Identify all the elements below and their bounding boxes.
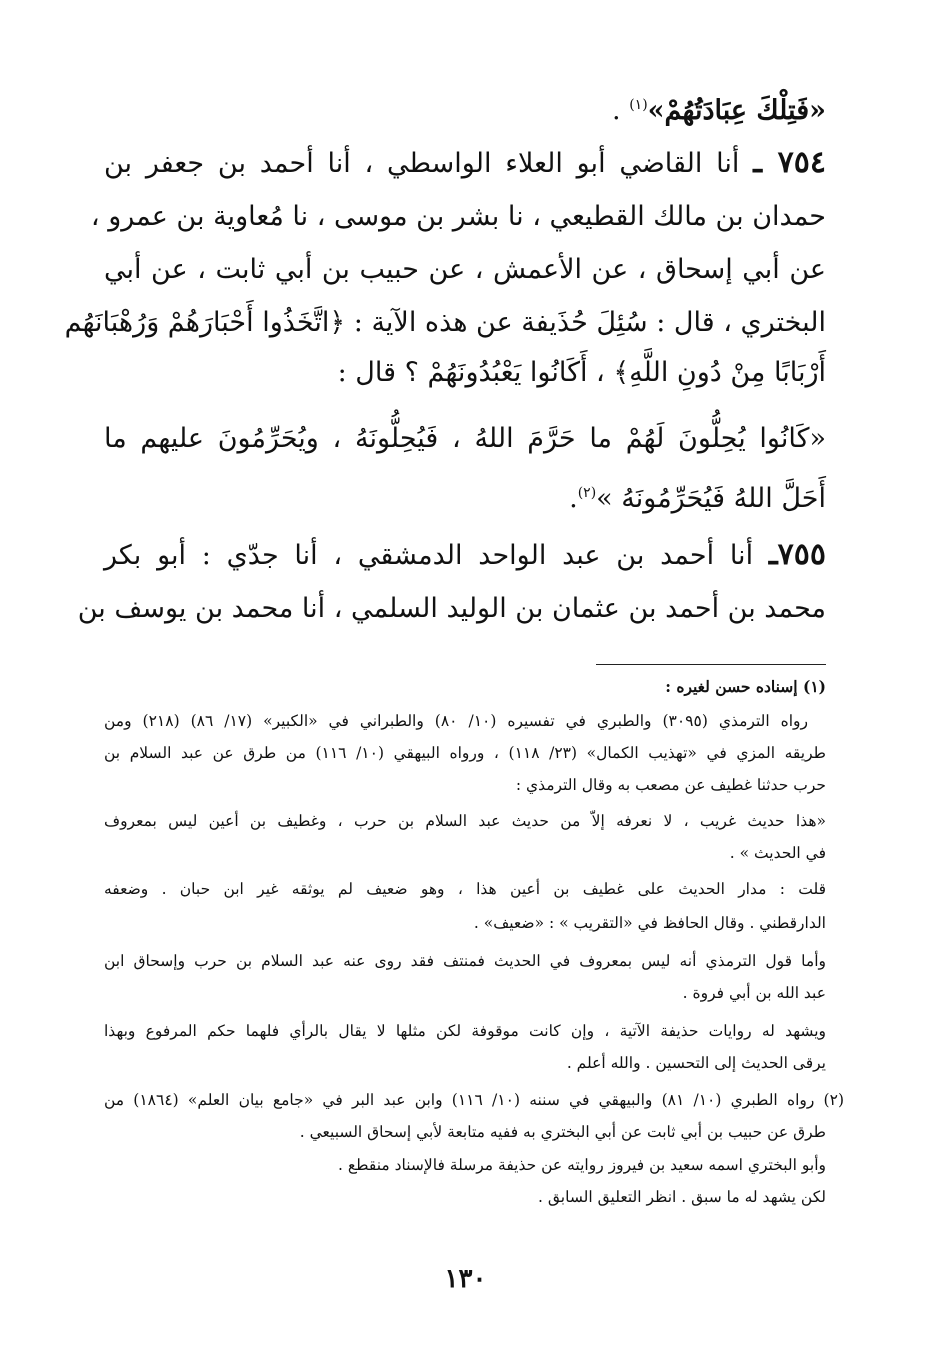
footnote-heading: (١) إسناده حسن لغيره :: [665, 677, 826, 696]
footnote-line: عبد الله بن أبي فروة .: [682, 984, 826, 1002]
hadith-text: أَحَلَّ اللهُ فَيُحَرِّمُونَهُ »: [596, 483, 826, 514]
footnote-line: حرب حدثنا غطيف عن مصعب به وقال الترمذي :: [515, 776, 826, 794]
text-line: البختري ، قال : سُئِلَ حُذَيفة عن هذه الآية : ﴿اتَّخَذُوا أَحْبَارَهُمْ وَرُهْبَانَهُم: [64, 307, 826, 338]
quote-text: «فَتِلْكَ عِبَادَتُهُمْ»: [647, 95, 826, 126]
text-line: «كَانُوا يُحِلُّونَ لَهُمْ ما حَرَّمَ اللهُ ، فَيُحِلُّونَهُ ، ويُحَرِّمُونَ عليهم ما: [104, 423, 826, 454]
footnote-line: يرقى الحديث إلى التحسين . والله أعلم .: [566, 1054, 826, 1072]
footnote-line: في الحديث » .: [729, 844, 826, 862]
footnote-line: وأبو البختري اسمه سعيد بن فيروز روايته عن حذيفة مرسلة فالإسناد منقطع .: [338, 1156, 826, 1174]
footnote-line: رواه الترمذي (٣٠٩٥) والطبري في تفسيره (١٠/ ٨٠) والطبراني في «الكبير» (١٧/ ٨٦) (٢١٨) ومن: [104, 712, 809, 730]
footnote-line: الدارقطني . وقال الحافظ في «التقريب » : «ضعيف» .: [473, 914, 826, 932]
text-line: [104, 476, 826, 516]
footnote-line: ويشهد له روايات حذيفة الآتية ، وإن كانت موقوفة لكن مثلها لا يقال بالرأي فلهما حكم المرفوع وبهذا: [104, 1022, 826, 1040]
hadith-text: أنا أحمد بن عبد الواحد الدمشقي ، أنا جدّي : أبو بكر: [104, 540, 754, 571]
footnote-line: طرق عن حبيب بن أبي ثابت عن أبي البختري به ففيه متابعة لأبي إسحاق السبيعي .: [299, 1123, 826, 1141]
punctuation: .: [569, 483, 578, 514]
text-line: [104, 88, 826, 128]
hadith-number-755: ٧٥٥ـ: [768, 537, 826, 572]
text-line: [104, 538, 826, 573]
footnote-line: طريقه المزي في «تهذيب الكمال» (٢٣/ ١١٨) ، ورواه البيهقي (١٠/ ١١٦) من طرق عن عبد السلام بن: [104, 744, 826, 762]
text-line: حمدان بن مالك القطيعي ، نا بشر بن موسى ، نا مُعاوية بن عمرو ،: [90, 201, 826, 232]
text-line: أَرْبَابًا مِنْ دُونِ اللَّهِ﴾ ، أَكَانُوا يَعْبُدُونَهُمْ ؟ قال :: [337, 357, 826, 388]
footnote-line: قلت : مدار الحديث على غطيف بن أعين هذا ، وهو ضعيف لم يوثقه غير ابن حبان . وضعفه: [104, 880, 826, 898]
hadith-text: أنا القاضي أبو العلاء الواسطي ، أنا أحمد بن جعفر بن: [104, 148, 740, 179]
footnote-line: (٢) رواه الطبري (١٠/ ٨١) والبيهقي في سننه (١٠/ ١١٦) وابن عبد البر في «جامع بيان العلم» (١٨٦٤) من: [104, 1091, 844, 1109]
footnote-ref-2: (٢): [577, 485, 597, 501]
page-number: ١٣٠: [444, 1264, 487, 1294]
footnote-line: لكن يشهد له ما سبق . انظر التعليق السابق .: [538, 1188, 826, 1206]
footnote-divider: [596, 664, 826, 665]
text-line: محمد بن أحمد بن عثمان بن الوليد السلمي ، أنا محمد بن يوسف بن: [77, 593, 826, 624]
footnote-ref-1: (١): [629, 97, 648, 113]
footnote-line: وأما قول الترمذي أنه ليس بمعروف في الحديث فمنتف فقد روى عنه عبد السلام بن حرب وإسحاق ابن: [104, 952, 826, 970]
punctuation: .: [612, 95, 630, 126]
text-line: عن أبي إسحاق ، عن الأعمش ، عن حبيب بن أبي ثابت ، عن أبي: [104, 254, 826, 285]
footnote-line: «هذا حديث غريب ، لا نعرفه إلاّ من حديث عبد السلام بن حرب ، وغطيف بن أعين ليس بمعروف: [104, 812, 826, 830]
hadith-number-754: ٧٥٤ ـ: [753, 145, 826, 180]
text-line: [104, 146, 826, 181]
